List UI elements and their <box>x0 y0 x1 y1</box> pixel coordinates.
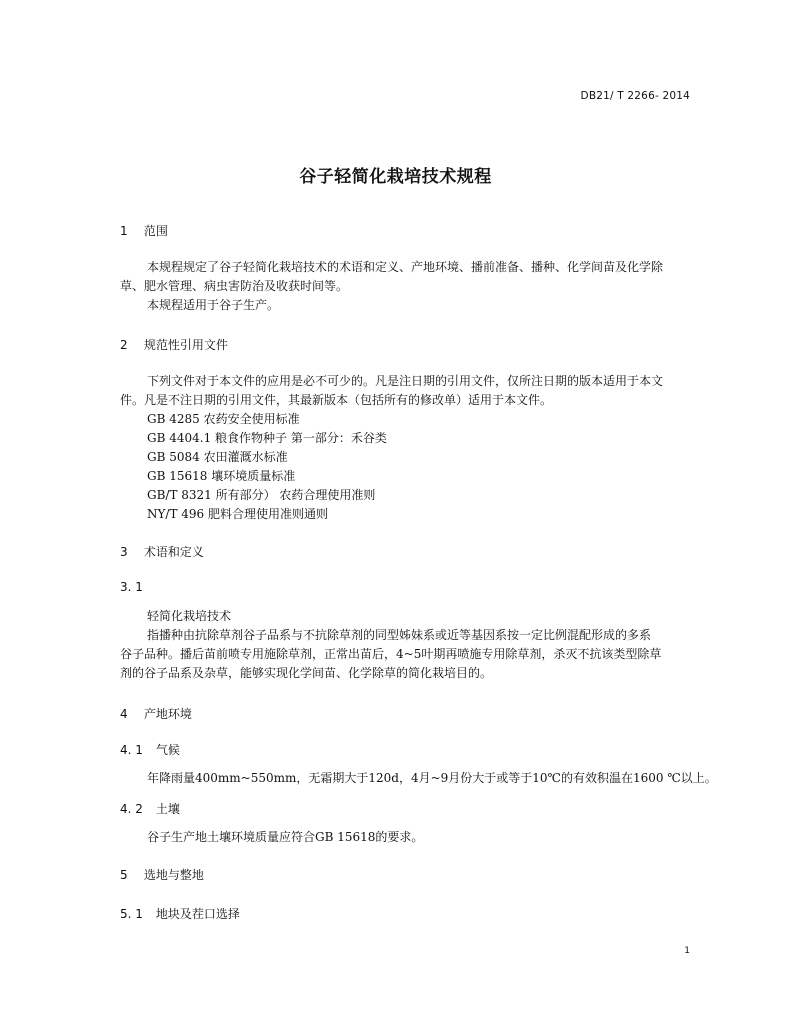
paragraph-line: 谷子品种。播后苗前喷专用施除草剂，正常出苗后，4~5叶期再喷施专用除草剂，杀灭不抗该类型除草 <box>120 647 662 661</box>
paragraph-line: 年降雨量400mm~550mm，无霜期大于120d，4月~9月份大于或等于10℃的有效积温在1600 ℃以上。 <box>147 771 717 785</box>
reference-item: GB 4404.1 粮食作物种子 第一部分：禾谷类 <box>147 431 387 445</box>
paragraph-line: 本规程规定了谷子轻简化栽培技术的术语和定义、产地环境、播前准备、播种、化学间苗及化学除 <box>147 260 664 274</box>
document-code: DB21/ T 2266- 2014 <box>580 90 690 102</box>
section-number: 2 <box>120 338 128 352</box>
section-1-heading <box>120 222 168 239</box>
reference-item: NY/T 496 肥料合理使用准则通则 <box>147 507 329 521</box>
subsection-4-1-heading <box>120 741 180 758</box>
section-number: 5 <box>120 868 128 882</box>
section-title: 术语和定义 <box>143 545 204 559</box>
section-number: 4 <box>120 707 128 721</box>
section-title: 产地环境 <box>143 707 192 721</box>
reference-item: GB 15618 壤环境质量标准 <box>147 469 296 483</box>
document-title: 谷子轻简化栽培技术规程 <box>299 167 492 187</box>
subsection-title: 土壤 <box>155 802 180 816</box>
reference-item: GB/T 8321 所有部分） 农药合理使用准则 <box>147 488 376 502</box>
section-5-heading <box>120 866 204 883</box>
subsection-title: 气候 <box>155 743 180 757</box>
paragraph-line: 谷子生产地土壤环境质量应符合GB 15618的要求。 <box>147 830 424 844</box>
page-number: 1 <box>684 946 690 956</box>
paragraph-line: 草、肥水管理、病虫害防治及收获时间等。 <box>120 279 349 293</box>
subsection-4-2-heading <box>120 800 180 817</box>
subsection-number: 5. 1 <box>120 907 143 921</box>
paragraph-line: 指播种由抗除草剂谷子品系与不抗除草剂的同型姊妹系或近等基因系按一定比例混配形成的多系 <box>147 628 652 642</box>
section-title: 范围 <box>143 224 168 238</box>
term-name: 轻简化栽培技术 <box>147 609 232 623</box>
section-3-heading <box>120 543 204 560</box>
section-title: 选地与整地 <box>143 868 204 882</box>
subsection-5-1-heading <box>120 905 240 922</box>
subsection-number: 4. 1 <box>120 743 143 757</box>
section-4-heading <box>120 705 192 722</box>
paragraph-line: 件。凡是不注日期的引用文件，其最新版本（包括所有的修改单）适用于本文件。 <box>120 393 553 407</box>
paragraph-line: 下列文件对于本文件的应用是必不可少的。凡是注日期的引用文件，仅所注日期的版本适用于本文 <box>147 374 664 388</box>
section-title: 规范性引用文件 <box>143 338 228 352</box>
section-2-heading <box>120 336 228 353</box>
subsection-title: 地块及茬口选择 <box>155 907 240 921</box>
section-number: 1 <box>120 224 128 238</box>
reference-item: GB 4285 农药安全使用标准 <box>147 412 300 426</box>
subsection-number: 3. 1 <box>120 580 143 594</box>
paragraph-line: 本规程适用于谷子生产。 <box>147 298 280 312</box>
paragraph-line: 剂的谷子品系及杂草，能够实现化学间苗、化学除草的简化栽培目的。 <box>120 666 493 680</box>
reference-item: GB 5084 农田灌溉水标准 <box>147 450 288 464</box>
subsection-number: 4. 2 <box>120 802 143 816</box>
section-number: 3 <box>120 545 128 559</box>
